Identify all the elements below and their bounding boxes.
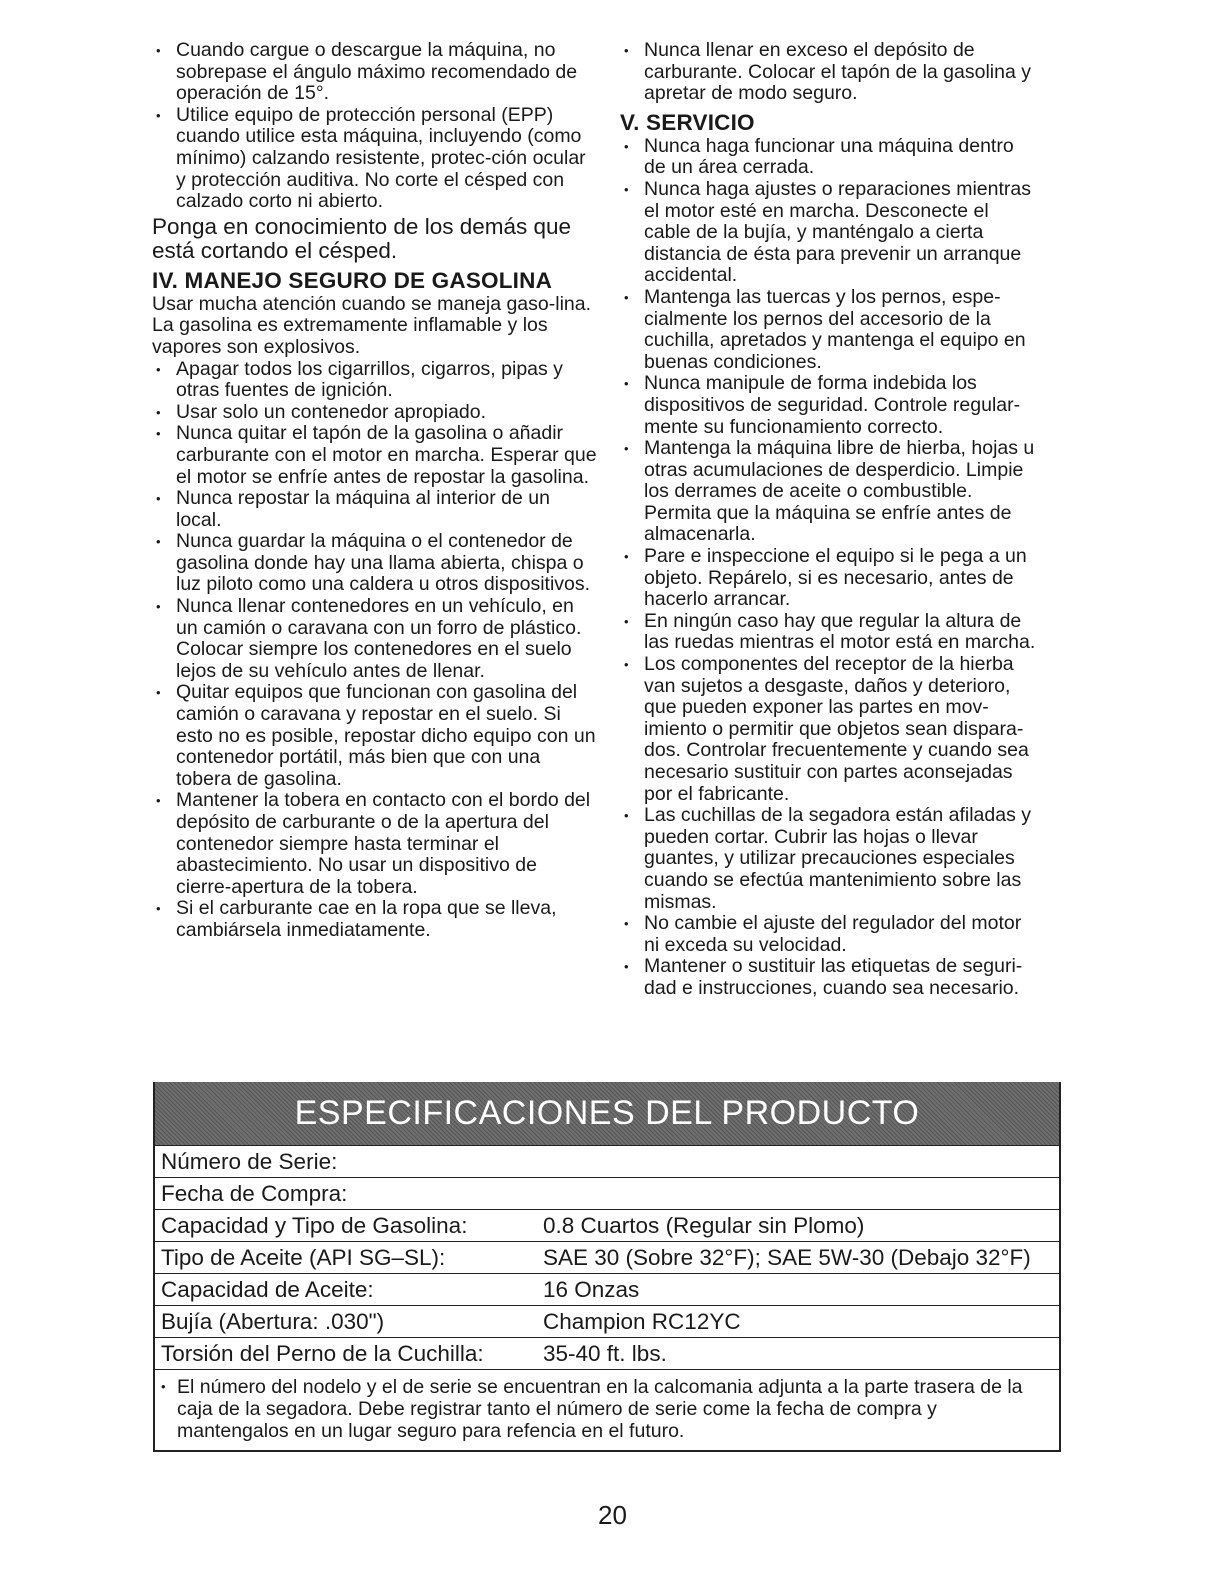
- spec-label: Bujía (Abertura: .030"): [161, 1309, 385, 1334]
- table-row: [155, 1177, 1059, 1209]
- spec-label: Torsión del Perno de la Cuchilla:: [161, 1341, 484, 1366]
- list-item: • Mantenga la máquina libre de hierba, hojas u otras acumulaciones de desperdicio. Limpie los derrames de aceite o combustible. Permita que la máquina se enfríe antes de almacenarla.: [620, 438, 1040, 546]
- table-row: [155, 1273, 1059, 1305]
- spec-label: Fecha de Compra:: [161, 1181, 348, 1206]
- list-item: • Mantenga las tuercas y los pernos, espe-cialmente los pernos del accesorio de la cuchilla, apretados y mantenga el equipo en buenas condiciones.: [620, 287, 1040, 373]
- spec-value: [543, 1146, 1059, 1177]
- list-item: • Nunca manipule de forma indebida los dispositivos de seguridad. Controle regular-mente su funcionamiento correcto.: [620, 373, 1040, 438]
- list-item: • No cambie el ajuste del regulador del motor ni exceda su velocidad.: [620, 913, 1040, 956]
- list-item: • Mantener o sustituir las etiquetas de seguri-dad e instrucciones, cuando sea necesario.: [620, 956, 1040, 999]
- safety-bullets-right-top: [620, 40, 1040, 105]
- section-intro: Usar mucha atención cuando se maneja gaso-lina. La gasolina es extremamente inflamable y los vapores son explosivos.: [152, 292, 592, 358]
- list-item: • Nunca llenar en exceso el depósito de carburante. Colocar el tapón de la gasolina y apretar de modo seguro.: [620, 40, 1040, 105]
- list-item: • Nunca guardar la máquina o el contenedor de gasolina donde hay una llama abierta, chispa o luz piloto como una caldera u otros dispositivos.: [152, 531, 597, 596]
- spec-value: 35-40 ft. lbs.: [543, 1341, 667, 1366]
- spec-label: Capacidad y Tipo de Gasolina:: [161, 1213, 468, 1238]
- safety-bullets-top: [152, 40, 597, 213]
- list-item: • El número del nodelo y el de serie se encuentran en la calcomania adjunta a la parte trasera de la caja de la segadora. Debe registrar tanto el número de serie come la fecha de compra y mantengalos en un lugar seguro para refencia en el futuro.: [161, 1376, 1051, 1442]
- list-item: • Cuando cargue o descargue la máquina, no sobrepase el ángulo máximo recomendado de operación de 15°.: [152, 40, 597, 105]
- spec-label: Capacidad de Aceite:: [161, 1277, 374, 1302]
- list-item: • Las cuchillas de la segadora están afiladas y pueden cortar. Cubrir las hojas o llevar guantes, y utilizar precauciones especiales cuando se efectúa mantenimiento sobre las mismas.: [620, 805, 1040, 913]
- table-row: [155, 1145, 1059, 1177]
- list-item: • Nunca haga funcionar una máquina dentro de un área cerrada.: [620, 136, 1040, 179]
- list-item: • Los componentes del receptor de la hierba van sujetos a desgaste, daños y deterioro, que pueden exponer las partes en mov-imiento o permitir que objetos sean dispara-dos. Controlar frecuentemente y cuando sea necesario sustituir con partes aconsejadas por el fabricante.: [620, 654, 1040, 805]
- left-column: [152, 40, 597, 942]
- gasolina-bullets: [152, 359, 597, 942]
- spec-value: Champion RC12YC: [543, 1309, 741, 1334]
- table-row: [155, 1209, 1059, 1241]
- spec-value: 16 Onzas: [543, 1277, 640, 1302]
- list-item: • Quitar equipos que funcionan con gasolina del camión o caravana y repostar en el suelo. Si esto no es posible, repostar dicho equipo con un contenedor portátil, más bien que con una tobera de gasolina.: [152, 682, 597, 790]
- list-item: • Nunca quitar el tapón de la gasolina o añadir carburante con el motor en marcha. Esperar que el motor se enfríe antes de repostar la gasolina.: [152, 423, 597, 488]
- spec-table-title: ESPECIFICACIONES DEL PRODUCTO: [155, 1082, 1059, 1145]
- spec-table: [153, 1082, 1061, 1452]
- table-row: [155, 1305, 1059, 1337]
- spec-note: [155, 1369, 1059, 1450]
- table-row: [155, 1337, 1059, 1369]
- list-item: • Nunca haga ajustes o reparaciones mientras el motor esté en marcha. Desconecte el cable de la bujía, y manténgalo a cierta distancia de ésta para prevenir un arranque accidental.: [620, 179, 1040, 287]
- spec-label: Número de Serie:: [161, 1149, 338, 1174]
- list-item: • Pare e inspeccione el equipo si le pega a un objeto. Repárelo, si es necesario, antes de hacerlo arrancar.: [620, 546, 1040, 611]
- spec-value: SAE 30 (Sobre 32°F); SAE 5W-30 (Debajo 32°F): [543, 1245, 1031, 1270]
- list-item: • Apagar todos los cigarrillos, cigarros, pipas y otras fuentes de ignición.: [152, 359, 597, 402]
- spec-value: 0.8 Cuartos (Regular sin Plomo): [543, 1213, 865, 1238]
- list-item: • Mantener la tobera en contacto con el bordo del depósito de carburante o de la apertura del contenedor siempre hasta terminar el abastecimiento. No usar un dispositivo de cierre-apertura de la tobera.: [152, 790, 597, 898]
- section-heading-servicio: V. SERVICIO: [620, 109, 755, 135]
- table-row: [155, 1241, 1059, 1273]
- list-item: • Utilice equipo de protección personal (EPP) cuando utilice esta máquina, incluyendo (como mínimo) calzando resistente, protec-ción ocular y protección auditiva. No corte el césped con calzado corto ni abierto.: [152, 105, 597, 213]
- list-item: • Usar solo un contenedor apropiado.: [152, 402, 597, 424]
- section-heading-gasolina: IV. MANEJO SEGURO DE GASOLINA: [152, 267, 553, 293]
- callout-text: Ponga en conocimiento de los demás que está cortando el césped.: [152, 213, 572, 263]
- list-item: • Si el carburante cae en la ropa que se lleva, cambiársela inmediatamente.: [152, 898, 597, 941]
- servicio-bullets: [620, 136, 1040, 1000]
- right-column: [620, 40, 1040, 1000]
- spec-label: Tipo de Aceite (API SG–SL):: [161, 1245, 446, 1270]
- list-item: • En ningún caso hay que regular la altura de las ruedas mientras el motor está en marcha.: [620, 611, 1040, 654]
- page-number: 20: [598, 1500, 627, 1530]
- spec-value: [543, 1178, 1059, 1209]
- list-item: • Nunca repostar la máquina al interior de un local.: [152, 488, 597, 531]
- list-item: • Nunca llenar contenedores en un vehículo, en un camión o caravana con un forro de plástico. Colocar siempre los contenedores en el suelo lejos de su vehículo antes de llenar.: [152, 596, 597, 682]
